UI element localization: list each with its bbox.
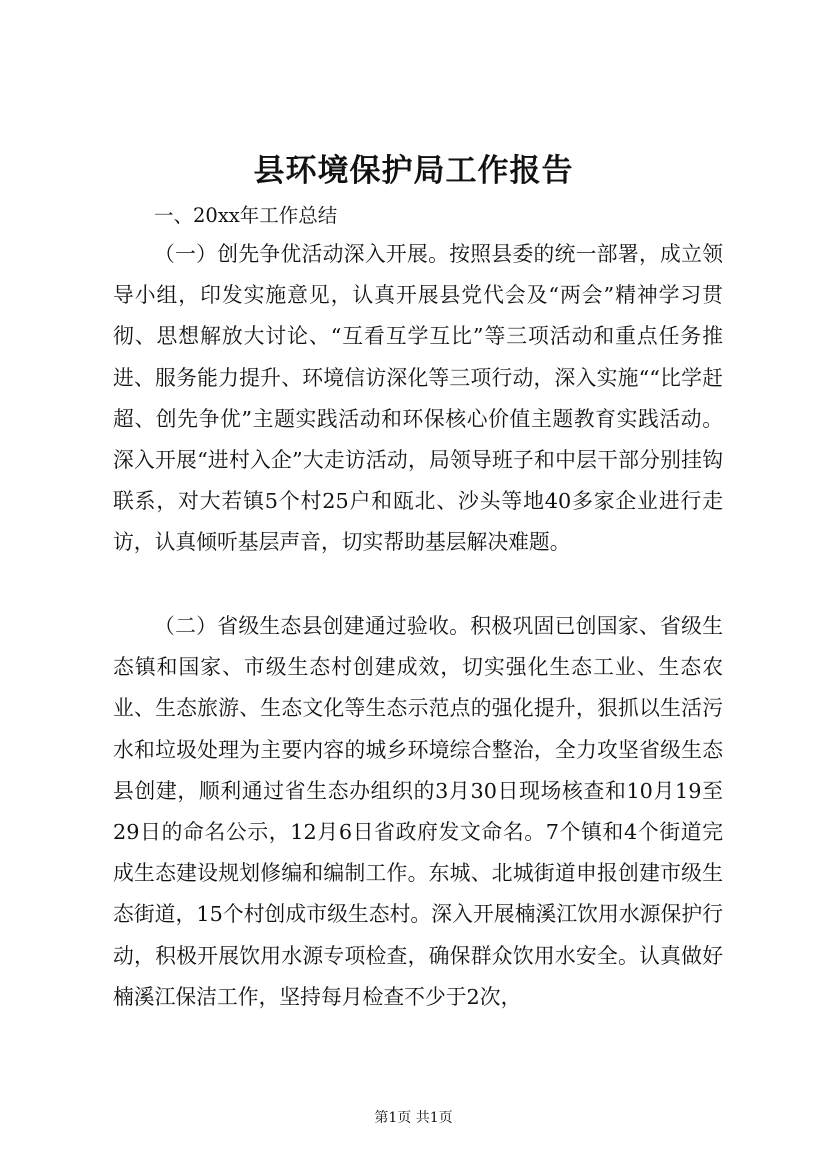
- paragraph-2: （二）省级生态县创建通过验收。积极巩固已创国家、省级生态镇和国家、市级生态村创建成效，切实强化生态工业、生态农业、生态旅游、生态文化等生态示范点的强化提升，狠抓以生活污水和垃圾处理为主要内容的城乡环境综合整治，全力攻坚省级生态县创建，顺利通过省生态办组织的3月30日现场核查和10月19至29日的命名公示，12月6日省政府发文命名。7个镇和4个街道完成生态建设规划修编和编制工作。东城、北城街道申报创建市级生态街道，15个村创成市级生态村。深入开展楠溪江饮用水源保护行动，积极开展饮用水源专项检查，确保群众饮用水安全。认真做好楠溪江保洁工作，坚持每月检查不少于2次，: [113, 614, 723, 1009]
- section-heading: 一、20xx年工作总结: [154, 204, 338, 227]
- document-title: 县环境保护局工作报告: [253, 153, 574, 189]
- paragraph-1: （一）创先争优活动深入开展。按照县委的统一部署，成立领导小组，印发实施意见，认真开展县党代会及“两会”精神学习贯彻、思想解放大讨论、“互看互学互比”等三项活动和重点任务推进、服务能力提升、环境信访深化等三项行动，深入实施““比学赶超、创先争优”主题实践活动和环保核心价值主题教育实践活动。深入开展“进村入企”大走访活动，局领导班子和中层干部分别挂钩联系，对大若镇5个村25户和瓯北、沙头等地40多家企业进行走访，认真倾听基层声音，切实帮助基层解决难题。: [113, 242, 723, 555]
- page-footer: 第1页 共1页: [374, 1110, 453, 1126]
